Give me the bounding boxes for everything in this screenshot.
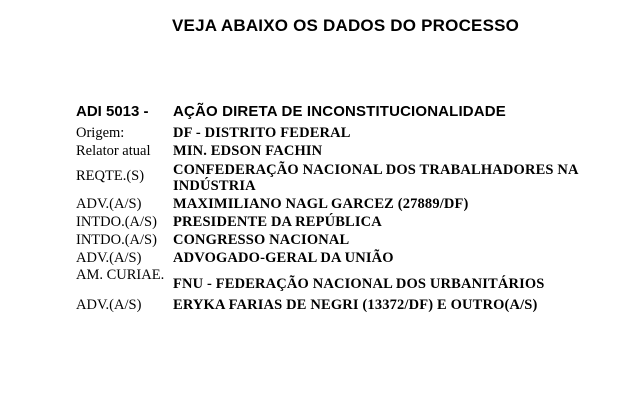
detail-row-intdo-2 bbox=[76, 231, 621, 249]
detail-row-adv-2 bbox=[76, 249, 621, 267]
detail-label: ADV.(A/S) bbox=[76, 250, 142, 266]
detail-label: INTDO.(A/S) bbox=[76, 214, 157, 230]
detail-row-amicus bbox=[76, 267, 621, 293]
detail-value: CONGRESSO NACIONAL bbox=[173, 232, 350, 248]
detail-value: CONFEDERAÇÃO NACIONAL DOS TRABALHADORES NA INDÚSTRIA bbox=[173, 162, 578, 194]
detail-label: Relator atual bbox=[76, 143, 151, 159]
detail-row-adv-3 bbox=[76, 296, 621, 314]
process-title-row bbox=[76, 102, 621, 122]
detail-value: FNU - FEDERAÇÃO NACIONAL DOS URBANITÁRIOS bbox=[173, 276, 545, 292]
detail-row-adv-1 bbox=[76, 195, 621, 213]
detail-label: INTDO.(A/S) bbox=[76, 232, 157, 248]
detail-label: REQTE.(S) bbox=[76, 168, 145, 184]
process-number: ADI 5013 - bbox=[76, 103, 149, 120]
detail-row-intdo-1 bbox=[76, 213, 621, 231]
detail-value: PRESIDENTE DA REPÚBLICA bbox=[173, 214, 382, 230]
detail-value: MIN. EDSON FACHIN bbox=[173, 143, 323, 159]
detail-row-relator bbox=[76, 142, 621, 160]
detail-label: Origem: bbox=[76, 125, 125, 141]
detail-row-origem bbox=[76, 124, 621, 142]
detail-value: MAXIMILIANO NAGL GARCEZ (27889/DF) bbox=[173, 196, 469, 212]
detail-label: AM. CURIAE. bbox=[76, 267, 165, 283]
detail-value: ADVOGADO-GERAL DA UNIÃO bbox=[173, 250, 394, 266]
detail-value: DF - DISTRITO FEDERAL bbox=[173, 125, 351, 141]
detail-value: ERYKA FARIAS DE NEGRI (13372/DF) E OUTRO(A/S) bbox=[173, 297, 538, 313]
page-heading: VEJA ABAIXO OS DADOS DO PROCESSO bbox=[172, 16, 520, 35]
process-details bbox=[76, 102, 621, 314]
detail-row-reqte bbox=[76, 160, 621, 194]
detail-label: ADV.(A/S) bbox=[76, 297, 142, 313]
process-class: AÇÃO DIRETA DE INCONSTITUCIONALIDADE bbox=[173, 103, 506, 120]
detail-label: ADV.(A/S) bbox=[76, 196, 142, 212]
